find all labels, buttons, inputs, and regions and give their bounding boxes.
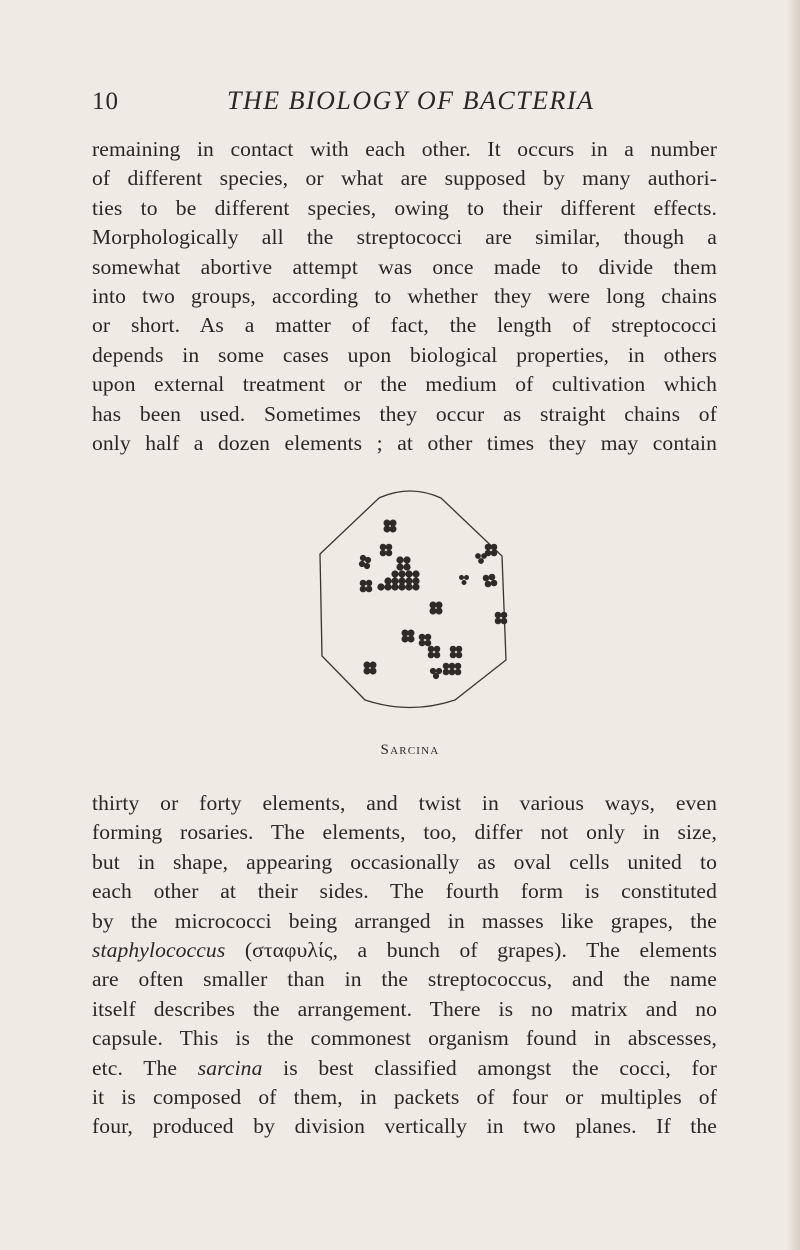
paragraph-bottom: [92, 789, 717, 1142]
cell-mass: [378, 557, 420, 591]
text-line: or short. As a matter of fact, the length of streptococci: [92, 313, 717, 338]
text-line: forming rosaries. The elements, too, differ not only in size,: [92, 820, 717, 845]
cell-packet: [495, 612, 507, 624]
sarcina-figure: [280, 480, 540, 758]
text-segment: etc. The: [92, 1055, 198, 1080]
page-edge-shadow: [786, 0, 800, 1250]
text-line: itself describes the arrangement. There is no matrix and no: [92, 996, 717, 1021]
text-line: somewhat abortive attempt was once made to divide them: [92, 254, 717, 279]
cell-packet: [483, 574, 497, 587]
text-line: only half a dozen elements ; at other times they may contain: [92, 431, 717, 456]
text-line: ties to be different species, owing to their different effects.: [92, 195, 717, 220]
running-head: [92, 86, 712, 120]
text-line: each other at their sides. The fourth form is constituted: [92, 879, 717, 904]
sarcina-cell-clusters: [359, 520, 507, 679]
text-line: are often smaller than in the streptococcus, and the name: [92, 967, 717, 992]
text-line: has been used. Sometimes they occur as straight chains of: [92, 401, 717, 426]
paragraph-top: [92, 135, 717, 458]
text-line: thirty or forty elements, and twist in various ways, even: [92, 791, 717, 815]
text-line: into two groups, according to whether they were long chains: [92, 284, 717, 309]
page-number: 10: [92, 88, 119, 115]
text-line: capsule. This is the commonest organism found in abscesses,: [92, 1026, 717, 1051]
text-segment: is best classified amongst the cocci, for: [262, 1055, 717, 1080]
sarcina-microscope-field: [280, 480, 540, 736]
text-segment: (σταφυλίς, a bunch of grapes). The elements: [225, 938, 717, 963]
text-line: [92, 936, 717, 965]
text-line: [92, 1054, 717, 1083]
cell-packet: [430, 602, 442, 614]
cell-packet: [402, 630, 414, 642]
cell-packet: [360, 580, 372, 592]
cell-packet: [380, 544, 392, 556]
italic-term: sarcina: [197, 1055, 263, 1080]
cell-packet: [430, 668, 442, 679]
text-line: remaining in contact with each other. It occurs in a number: [92, 137, 717, 161]
text-line: by the micrococci being arranged in masses like grapes, the: [92, 908, 717, 933]
cell-packet: [364, 662, 376, 674]
text-line: depends in some cases upon biological properties, in others: [92, 342, 717, 367]
italic-term: staphylococcus: [92, 938, 226, 963]
cell-packet: [428, 646, 440, 658]
figure-caption: Sarcina: [380, 742, 440, 758]
text-line: it is composed of them, in packets of four or multiples of: [92, 1085, 717, 1110]
cell-packet: [359, 555, 371, 569]
running-title: THE BIOLOGY OF BACTERIA: [227, 86, 595, 115]
cell-mass: [443, 663, 461, 675]
text-line: upon external treatment or the medium of cultivation which: [92, 372, 717, 397]
cell-packet: [459, 575, 468, 584]
cell-packet: [450, 646, 462, 658]
cell-packet: [475, 553, 486, 563]
text-line: four, produced by division vertically in two planes. If the: [92, 1114, 717, 1139]
cell-packet: [485, 544, 497, 556]
text-line: of different species, or what are supposed by many authori-: [92, 166, 717, 191]
field-outline: [320, 491, 506, 708]
text-line: Morphologically all the streptococci are similar, though a: [92, 225, 717, 250]
text-line: but in shape, appearing occasionally as oval cells united to: [92, 849, 717, 874]
cell-packet: [384, 520, 396, 532]
cell-packet: [419, 634, 431, 646]
